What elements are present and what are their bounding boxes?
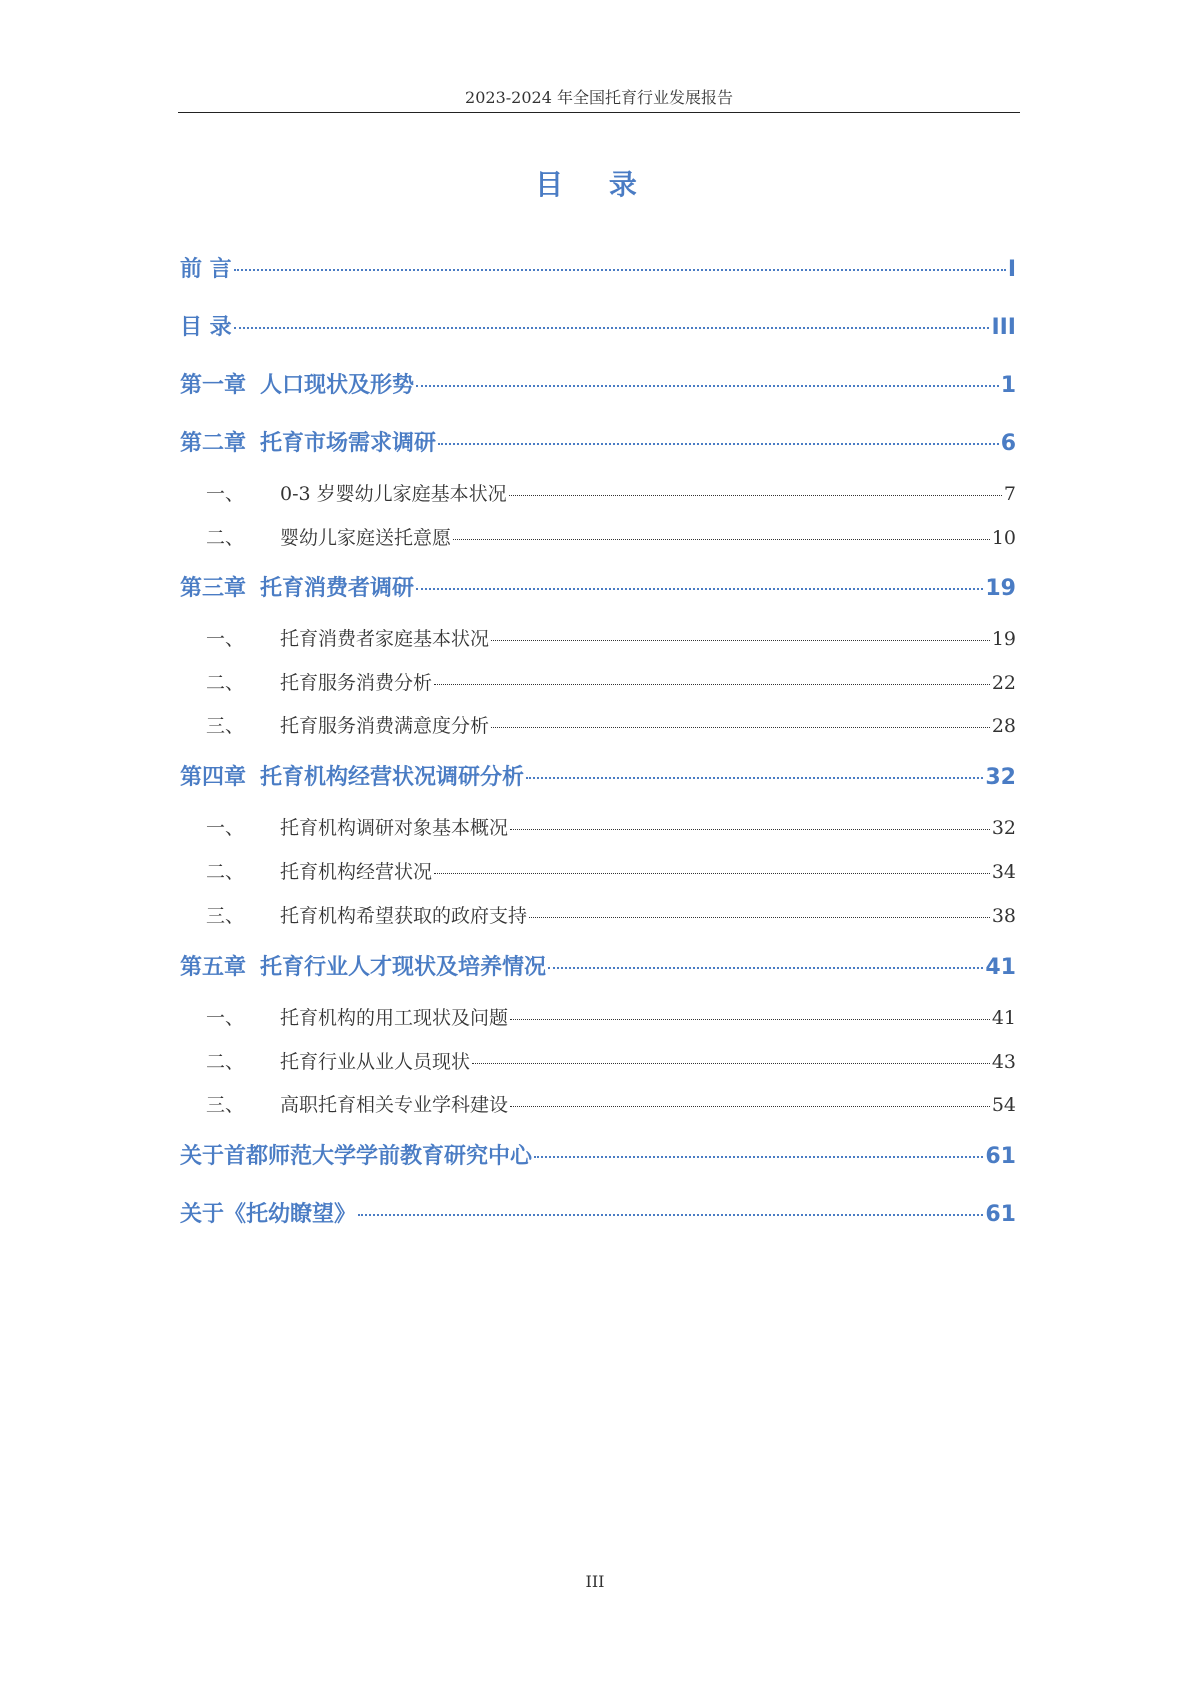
toc-entry-chapter-2[interactable]: [180, 426, 1016, 457]
section-title: 托育机构调研对象基本概况: [280, 817, 509, 839]
toc-entry-chapter-1[interactable]: [180, 368, 1016, 399]
leader-dots: [534, 1156, 983, 1158]
toc-page: 41: [991, 1007, 1016, 1029]
section-title: 托育服务消费满意度分析: [280, 715, 490, 737]
toc-entry-section[interactable]: [180, 479, 1016, 506]
leader-dots: [529, 917, 990, 918]
leader-dots: [434, 684, 990, 685]
toc-page: 19: [985, 576, 1016, 601]
toc-entry-section[interactable]: [180, 1090, 1016, 1117]
toc-entry-preface[interactable]: [180, 252, 1016, 283]
leader-dots: [416, 385, 999, 387]
toc-entry-contents[interactable]: [180, 310, 1016, 341]
leader-dots: [510, 829, 990, 830]
section-number: 一、: [206, 817, 245, 839]
page-number: III: [585, 1572, 605, 1591]
section-title: 托育机构经营状况: [280, 861, 433, 883]
section-title: 托育消费者家庭基本状况: [280, 628, 490, 650]
leader-dots: [491, 727, 990, 728]
chapter-title: 托育市场需求调研: [260, 431, 437, 456]
page-title: 目 录: [535, 168, 655, 201]
toc-label: 前 言: [180, 257, 232, 282]
toc-entry-chapter-3[interactable]: [180, 571, 1016, 602]
toc-page: 61: [985, 1144, 1016, 1169]
toc-entry-about-journal[interactable]: [180, 1197, 1016, 1228]
toc-entry-section[interactable]: [180, 901, 1016, 928]
section-title: 托育机构希望获取的政府支持: [280, 905, 528, 927]
toc-page: 6: [1000, 431, 1016, 456]
running-header: 2023-2024 年全国托育行业发展报告: [178, 84, 1020, 113]
section-title: 托育机构的用工现状及问题: [280, 1007, 509, 1029]
leader-dots: [548, 967, 983, 969]
leader-dots: [510, 1106, 990, 1107]
toc-entry-section[interactable]: [180, 1047, 1016, 1074]
chapter-number: 第三章: [180, 576, 247, 601]
chapter-number: 第二章: [180, 431, 247, 456]
leader-dots: [526, 777, 983, 779]
leader-dots: [438, 443, 999, 445]
section-title: 托育行业从业人员现状: [280, 1051, 471, 1073]
toc-entry-section[interactable]: [180, 523, 1016, 550]
toc-entry-chapter-4[interactable]: [180, 760, 1016, 791]
chapter-title: 托育消费者调研: [260, 576, 415, 601]
toc-entry-section[interactable]: [180, 1003, 1016, 1030]
section-number: 一、: [206, 483, 245, 505]
section-number: 二、: [206, 861, 245, 883]
toc-page: III: [991, 315, 1016, 340]
toc-page: 32: [985, 765, 1016, 790]
toc-page: 38: [991, 905, 1016, 927]
toc-page: 54: [991, 1094, 1016, 1116]
toc-entry-section[interactable]: [180, 624, 1016, 651]
leader-dots: [358, 1214, 983, 1216]
toc-entry-chapter-5[interactable]: [180, 950, 1016, 981]
leader-dots: [234, 269, 1006, 271]
leader-dots: [510, 1019, 990, 1020]
section-title: 0-3 岁婴幼儿家庭基本状况: [280, 483, 507, 505]
section-number: 二、: [206, 672, 245, 694]
section-number: 一、: [206, 628, 245, 650]
leader-dots: [453, 539, 990, 540]
section-number: 二、: [206, 527, 245, 549]
chapter-title: 托育机构经营状况调研分析: [260, 765, 525, 790]
toc-entry-about-center[interactable]: [180, 1139, 1016, 1170]
section-number: 三、: [206, 715, 245, 737]
chapter-number: 第四章: [180, 765, 247, 790]
toc-page: 28: [991, 715, 1016, 737]
toc-label: 目 录: [180, 315, 232, 340]
toc-page: 34: [991, 861, 1016, 883]
section-title: 婴幼儿家庭送托意愿: [280, 527, 452, 549]
toc-page: 61: [985, 1202, 1016, 1227]
toc-page: 1: [1000, 373, 1016, 398]
toc-entry-section[interactable]: [180, 813, 1016, 840]
leader-dots: [434, 873, 990, 874]
toc-page: 10: [991, 527, 1016, 549]
leader-dots: [509, 495, 1002, 496]
section-number: 一、: [206, 1007, 245, 1029]
section-number: 三、: [206, 1094, 245, 1116]
toc-label: 关于首都师范大学学前教育研究中心: [180, 1144, 533, 1169]
section-title: 托育服务消费分析: [280, 672, 433, 694]
leader-dots: [416, 588, 983, 590]
toc-page: 7: [1003, 483, 1016, 505]
leader-dots: [472, 1063, 990, 1064]
toc-page: 41: [985, 955, 1016, 980]
leader-dots: [234, 327, 990, 329]
toc-page: I: [1007, 257, 1016, 282]
toc-page: 32: [991, 817, 1016, 839]
chapter-title: 托育行业人才现状及培养情况: [260, 955, 547, 980]
toc-entry-section[interactable]: [180, 857, 1016, 884]
leader-dots: [491, 640, 990, 641]
toc-page: 43: [991, 1051, 1016, 1073]
chapter-number: 第一章: [180, 373, 247, 398]
section-number: 二、: [206, 1051, 245, 1073]
toc-entry-section[interactable]: [180, 668, 1016, 695]
toc-label: 关于《托幼瞭望》: [180, 1202, 357, 1227]
toc-page: 22: [991, 672, 1016, 694]
chapter-title: 人口现状及形势: [260, 373, 415, 398]
toc-entry-section[interactable]: [180, 711, 1016, 738]
toc-page: 19: [991, 628, 1016, 650]
section-title: 高职托育相关专业学科建设: [280, 1094, 509, 1116]
chapter-number: 第五章: [180, 955, 247, 980]
section-number: 三、: [206, 905, 245, 927]
